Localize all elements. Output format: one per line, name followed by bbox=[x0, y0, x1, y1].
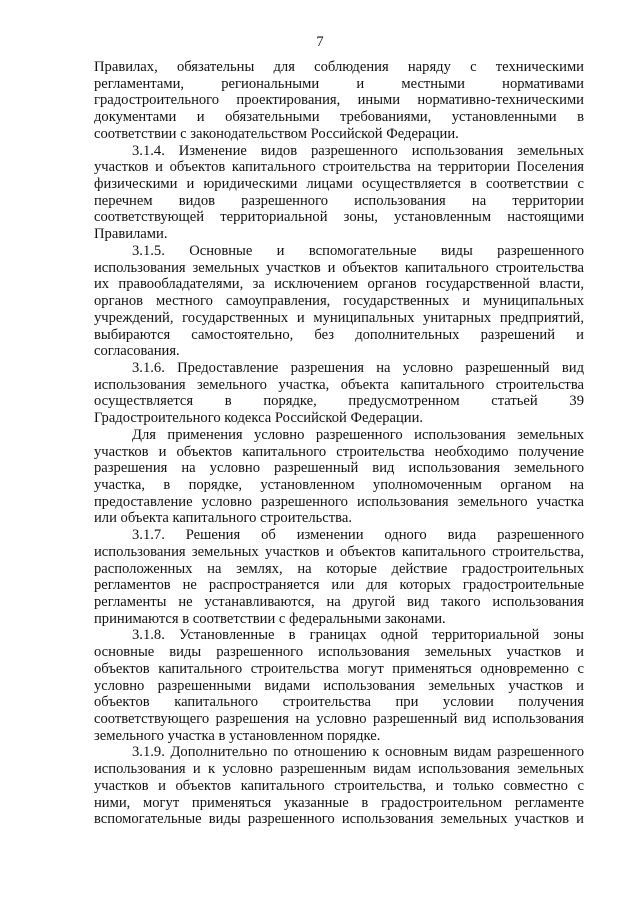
paragraph-continuation bbox=[94, 59, 584, 143]
text-line: предоставление условно разрешенного использования земельного участка bbox=[94, 493, 584, 510]
text-line: участков и объектов капитального строительства необходимо получение bbox=[94, 443, 584, 460]
text-line: участков и объектов капитального строительства на территории Поселения bbox=[94, 159, 584, 176]
text-line: 3.1.8. Установленные в границах одной территориальной зоны bbox=[132, 627, 584, 644]
text-line: физическими и юридическими лицами осуществляется в соответствии с bbox=[94, 176, 584, 193]
text-line: учреждений, государственных и муниципальных унитарных предприятий, bbox=[94, 309, 584, 326]
paragraph-3-1-6 bbox=[94, 360, 584, 427]
text-line: Правилами. bbox=[94, 226, 168, 243]
paragraph-3-1-5 bbox=[94, 243, 584, 360]
text-line: органов местного самоуправления, государственных и муниципальных bbox=[94, 293, 584, 310]
paragraph-3-1-9 bbox=[94, 744, 584, 828]
text-line: условно разрешенными видами использования земельных участков и bbox=[94, 677, 584, 694]
text-line: выбираются самостоятельно, без дополнительных разрешений и bbox=[94, 326, 584, 343]
text-line: земельного участка в установленном порядке. bbox=[94, 727, 381, 744]
text-line: расположенных на землях, на которые действие градостроительных bbox=[94, 560, 584, 577]
text-line: использования и к условно разрешенным видам использования земельных bbox=[94, 761, 584, 778]
text-line: 3.1.6. Предоставление разрешения на условно разрешенный вид bbox=[132, 359, 584, 376]
paragraph-3-1-4 bbox=[94, 143, 584, 243]
text-line: градостроительного проектирования, иными нормативно-техническими bbox=[94, 92, 584, 109]
text-line: 3.1.4. Изменение видов разрешенного использования земельных bbox=[132, 142, 584, 159]
text-line: разрешения на условно разрешенный вид использования земельного bbox=[94, 460, 584, 477]
paragraph-conditional-use bbox=[94, 427, 584, 527]
text-line: регламентов не распространяется или для которых градостроительные bbox=[94, 577, 584, 594]
text-line: Для применения условно разрешенного использования земельных bbox=[132, 426, 584, 443]
text-line: использования земельных участков и объектов капитального строительства, bbox=[94, 543, 584, 560]
text-line: соответствующего разрешения на условно разрешенный вид использования bbox=[94, 711, 584, 728]
text-line: 3.1.9. Дополнительно по отношению к основным видам разрешенного bbox=[132, 744, 584, 761]
paragraph-3-1-7 bbox=[94, 527, 584, 627]
text-line: вспомогательные виды разрешенного использования земельных участков и bbox=[94, 811, 584, 828]
paragraph-3-1-8 bbox=[94, 627, 584, 744]
text-line: соответствующей территориальной зоны, установленным настоящими bbox=[94, 209, 584, 226]
text-line: осуществляется в порядке, предусмотренном статьей 39 bbox=[94, 393, 584, 410]
text-line: участка, в порядке, установленном уполномоченным органом на bbox=[94, 476, 584, 493]
text-line: 3.1.5. Основные и вспомогательные виды разрешенного bbox=[132, 242, 584, 259]
text-line: объектов капитального строительства при условии получения bbox=[94, 694, 584, 711]
text-line: Градостроительного кодекса Российской Федерации. bbox=[94, 410, 424, 427]
text-line: Правилах, обязательны для соблюдения наряду с техническими bbox=[94, 59, 584, 75]
text-line: согласования. bbox=[94, 343, 180, 360]
text-line: документами и обязательными требованиями, установленными в bbox=[94, 109, 584, 126]
document-body bbox=[94, 59, 584, 828]
text-line: 3.1.7. Решения об изменении одного вида разрешенного bbox=[132, 527, 584, 544]
text-line: соответствии с законодательством Российской Федерации. bbox=[94, 125, 459, 142]
text-line: перечнем видов разрешенного использования на территории bbox=[94, 192, 584, 209]
text-line: регламенты не устанавливаются, на другой вид такого использования bbox=[94, 594, 584, 610]
text-line: регламентами, региональными и местными нормативами bbox=[94, 75, 584, 92]
text-line: их правообладателями, за исключением органов государственной власти, bbox=[94, 276, 584, 293]
text-line: использования земельного участка, объекта капитального строительства bbox=[94, 376, 584, 393]
text-line: участков и объектов капитального строительства, и только совместно с bbox=[94, 777, 584, 794]
text-line: или объекта капитального строительства. bbox=[94, 510, 352, 527]
page-number: 7 bbox=[316, 34, 324, 50]
text-line: объектов капитального строительства могут применяться одновременно с bbox=[94, 660, 584, 677]
text-line: ними, могут применяться указанные в градостроительном регламенте bbox=[94, 794, 584, 811]
text-line: использования земельных участков и объектов капитального строительства bbox=[94, 259, 584, 276]
text-line: принимаются в соответствии с федеральными законами. bbox=[94, 610, 446, 627]
text-line: основные виды разрешенного использования земельных участков и bbox=[94, 644, 584, 661]
